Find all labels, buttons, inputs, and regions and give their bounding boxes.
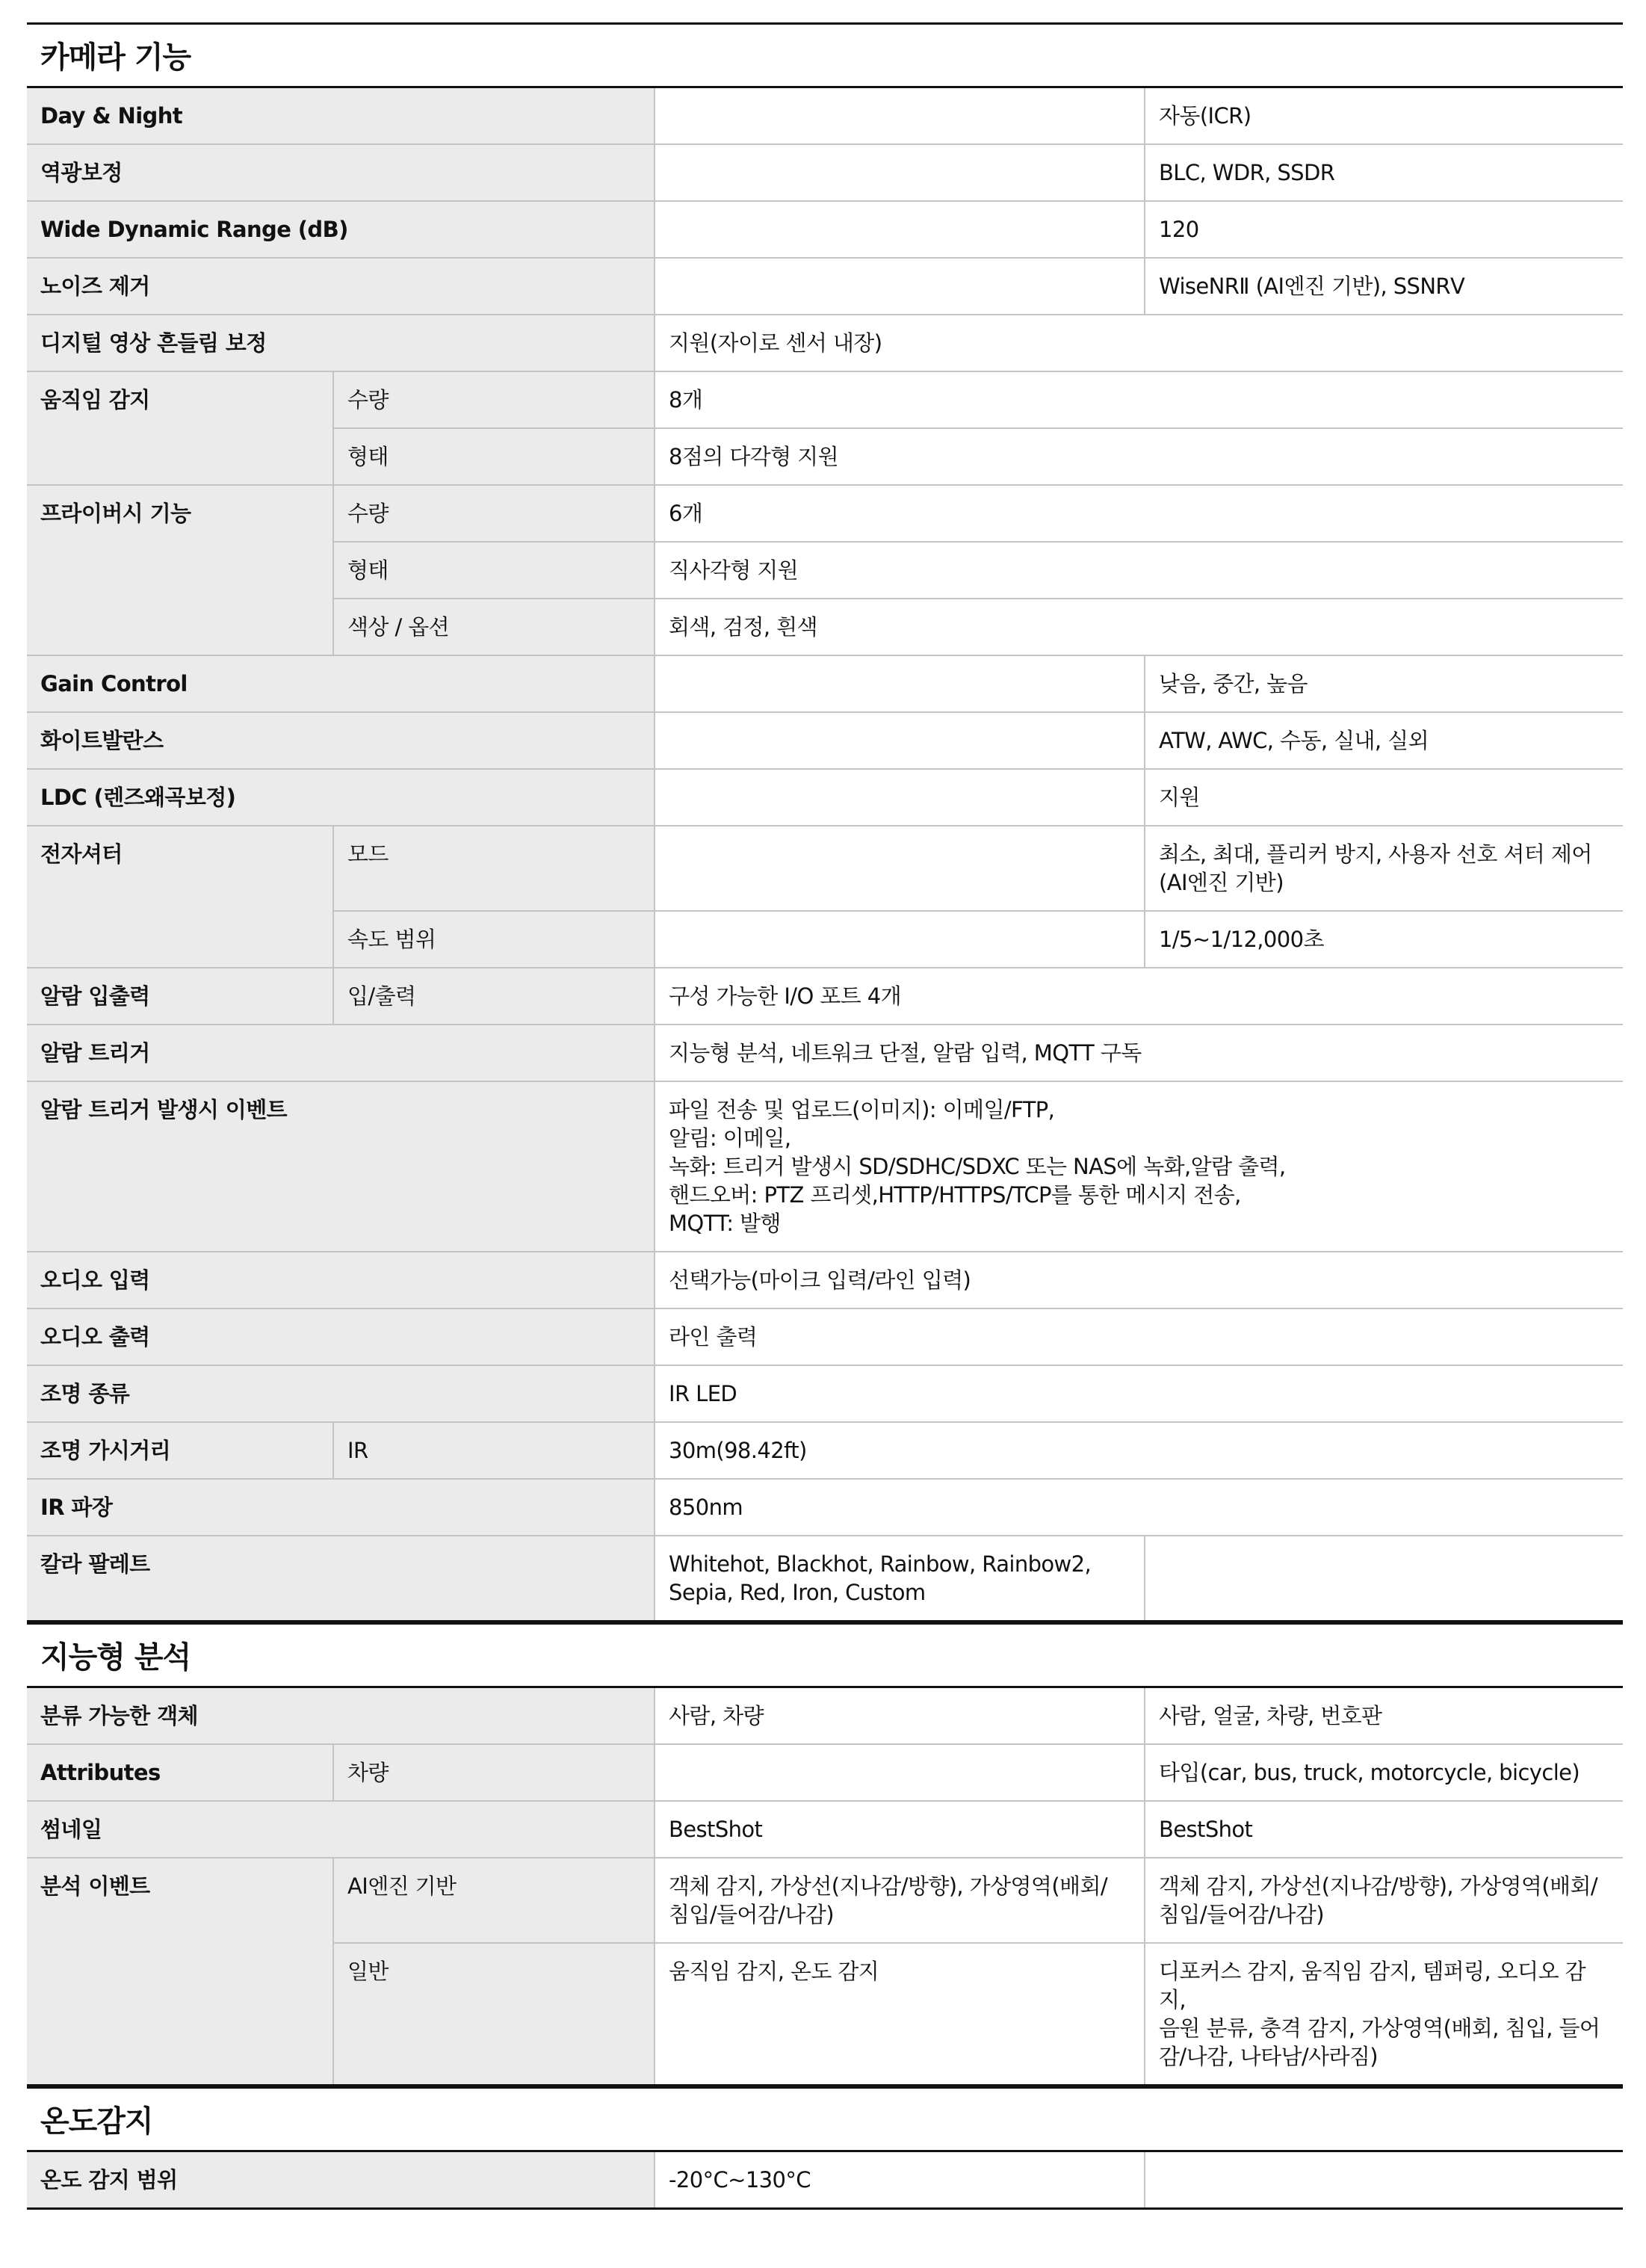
spec-label: 오디오 출력 <box>27 1308 655 1365</box>
spec-value-model-b: 최소, 최대, 플리커 방지, 사용자 선호 셔터 제어 (AI엔진 기반) <box>1145 826 1623 911</box>
spec-value: 직사각형 지원 <box>655 542 1623 599</box>
spec-row <box>27 1308 1623 1365</box>
spec-value: 선택가능(마이크 입력/라인 입력) <box>655 1252 1623 1308</box>
spec-value: 8점의 다각형 지원 <box>655 428 1623 485</box>
spec-label: 조명 가시거리 <box>27 1422 333 1479</box>
spec-value-model-b: BLC, WDR, SSDR <box>1145 144 1623 201</box>
spec-sub-label: 수량 <box>333 371 655 428</box>
spec-value-model-a <box>655 201 1145 258</box>
spec-row <box>27 1858 1623 1943</box>
spec-row <box>27 201 1623 258</box>
spec-value-model-b <box>1145 1536 1623 1622</box>
spec-value: 회색, 검정, 흰색 <box>655 599 1623 655</box>
spec-value-model-a <box>655 826 1145 911</box>
spec-row <box>27 1252 1623 1308</box>
spec-row <box>27 1365 1623 1422</box>
spec-label: 역광보정 <box>27 144 655 201</box>
spec-value-model-a <box>655 258 1145 315</box>
spec-sub-label: 수량 <box>333 485 655 542</box>
spec-row <box>27 485 1623 542</box>
spec-label: 알람 트리거 발생시 이벤트 <box>27 1081 655 1252</box>
spec-row <box>27 1536 1623 1622</box>
spec-sheet <box>27 22 1623 2210</box>
spec-sub-label: 속도 범위 <box>333 911 655 968</box>
spec-row <box>27 1744 1623 1801</box>
spec-label: 알람 트리거 <box>27 1025 655 1081</box>
spec-value-model-a <box>655 712 1145 769</box>
spec-value-model-a: -20°C~130°C <box>655 2152 1145 2209</box>
spec-label: Gain Control <box>27 655 655 712</box>
spec-label: Wide Dynamic Range (dB) <box>27 201 655 258</box>
spec-sub-label: AI엔진 기반 <box>333 1858 655 1943</box>
spec-label: 화이트발란스 <box>27 712 655 769</box>
spec-sub-label: 형태 <box>333 428 655 485</box>
spec-row <box>27 968 1623 1025</box>
spec-value-model-b: 자동(ICR) <box>1145 88 1623 144</box>
section-title: 카메라 기능 <box>27 22 1623 88</box>
spec-row <box>27 2152 1623 2209</box>
spec-row <box>27 655 1623 712</box>
spec-label: 온도 감지 범위 <box>27 2152 655 2209</box>
spec-value-model-b: ATW, AWC, 수동, 실내, 실외 <box>1145 712 1623 769</box>
spec-row <box>27 258 1623 315</box>
spec-value-model-a <box>655 144 1145 201</box>
spec-value-model-b: 타입(car, bus, truck, motorcycle, bicycle) <box>1145 1744 1623 1801</box>
spec-value-model-b: 디포커스 감지, 움직임 감지, 템퍼링, 오디오 감지, 음원 분류, 충격 감지, 가상영역(배회, 침입, 들어 감/나감, 나타남/사라짐) <box>1145 1943 1623 2086</box>
spec-value-model-b <box>1145 2152 1623 2209</box>
spec-value: IR LED <box>655 1365 1623 1422</box>
spec-value-model-a <box>655 655 1145 712</box>
spec-label: 칼라 팔레트 <box>27 1536 655 1622</box>
spec-value-model-a <box>655 911 1145 968</box>
spec-label: 분류 가능한 객체 <box>27 1688 655 1744</box>
spec-sub-label: 색상 / 옵션 <box>333 599 655 655</box>
spec-sub-label: 모드 <box>333 826 655 911</box>
spec-row <box>27 1422 1623 1479</box>
spec-value-model-a: BestShot <box>655 1801 1145 1858</box>
spec-label: 조명 종류 <box>27 1365 655 1422</box>
spec-label: 프라이버시 기능 <box>27 485 333 655</box>
spec-label: IR 파장 <box>27 1479 655 1536</box>
spec-row <box>27 88 1623 144</box>
spec-value-model-b: 지원 <box>1145 769 1623 826</box>
spec-label: Attributes <box>27 1744 333 1801</box>
spec-value: 지원(자이로 센서 내장) <box>655 315 1623 371</box>
spec-value: 지능형 분석, 네트워크 단절, 알람 입력, MQTT 구독 <box>655 1025 1623 1081</box>
spec-table <box>27 1688 1623 2086</box>
spec-value-model-a <box>655 88 1145 144</box>
spec-sub-label: 일반 <box>333 1943 655 2086</box>
spec-value-model-a <box>655 769 1145 826</box>
spec-sub-label: 형태 <box>333 542 655 599</box>
spec-label: Day & Night <box>27 88 655 144</box>
spec-value: 850nm <box>655 1479 1623 1536</box>
spec-row <box>27 1479 1623 1536</box>
spec-label: LDC (렌즈왜곡보정) <box>27 769 655 826</box>
spec-label: 분석 이벤트 <box>27 1858 333 2086</box>
spec-label: 썸네일 <box>27 1801 655 1858</box>
spec-value: 8개 <box>655 371 1623 428</box>
spec-value: 파일 전송 및 업로드(이미지): 이메일/FTP, 알림: 이메일, 녹화: 트리거 발생시 SD/SDHC/SDXC 또는 NAS에 녹화,알람 출력, 핸드오버: PTZ 프리셋,HTTP/HTTPS/TCP를 통한 메시지 전송, MQTT: 발행 <box>655 1081 1623 1252</box>
spec-sub-label: 차량 <box>333 1744 655 1801</box>
spec-value-model-a: 객체 감지, 가상선(지나감/방향), 가상영역(배회/ 침입/들어감/나감) <box>655 1858 1145 1943</box>
spec-label: 노이즈 제거 <box>27 258 655 315</box>
spec-sub-label: IR <box>333 1422 655 1479</box>
spec-label: 움직임 감지 <box>27 371 333 485</box>
spec-table <box>27 2152 1623 2210</box>
spec-row <box>27 1801 1623 1858</box>
section-title: 지능형 분석 <box>27 1622 1623 1688</box>
spec-row <box>27 826 1623 911</box>
spec-label: 디지털 영상 흔들림 보정 <box>27 315 655 371</box>
spec-row <box>27 712 1623 769</box>
spec-row <box>27 769 1623 826</box>
spec-value-model-b: 사람, 얼굴, 차량, 번호판 <box>1145 1688 1623 1744</box>
spec-value-model-a: Whitehot, Blackhot, Rainbow, Rainbow2, Sepia, Red, Iron, Custom <box>655 1536 1145 1622</box>
spec-value-model-b: 객체 감지, 가상선(지나감/방향), 가상영역(배회/ 침입/들어감/나감) <box>1145 1858 1623 1943</box>
spec-row <box>27 371 1623 428</box>
spec-row <box>27 315 1623 371</box>
spec-value-model-b: 1/5~1/12,000초 <box>1145 911 1623 968</box>
spec-sub-label: 입/출력 <box>333 968 655 1025</box>
spec-row <box>27 1688 1623 1744</box>
spec-table <box>27 88 1623 1622</box>
spec-label: 전자셔터 <box>27 826 333 968</box>
spec-value-model-b: 낮음, 중간, 높음 <box>1145 655 1623 712</box>
spec-row <box>27 144 1623 201</box>
spec-value: 30m(98.42ft) <box>655 1422 1623 1479</box>
spec-value-model-b: BestShot <box>1145 1801 1623 1858</box>
spec-value-model-a: 움직임 감지, 온도 감지 <box>655 1943 1145 2086</box>
spec-value: 라인 출력 <box>655 1308 1623 1365</box>
section-title: 온도감지 <box>27 2086 1623 2152</box>
spec-row <box>27 1081 1623 1252</box>
spec-value-model-b: WiseNRⅡ (AI엔진 기반), SSNRⅤ <box>1145 258 1623 315</box>
spec-value-model-a: 사람, 차량 <box>655 1688 1145 1744</box>
spec-value: 구성 가능한 I/O 포트 4개 <box>655 968 1623 1025</box>
spec-label: 오디오 입력 <box>27 1252 655 1308</box>
spec-label: 알람 입출력 <box>27 968 333 1025</box>
spec-value-model-a <box>655 1744 1145 1801</box>
spec-value: 6개 <box>655 485 1623 542</box>
spec-row <box>27 1025 1623 1081</box>
spec-value-model-b: 120 <box>1145 201 1623 258</box>
